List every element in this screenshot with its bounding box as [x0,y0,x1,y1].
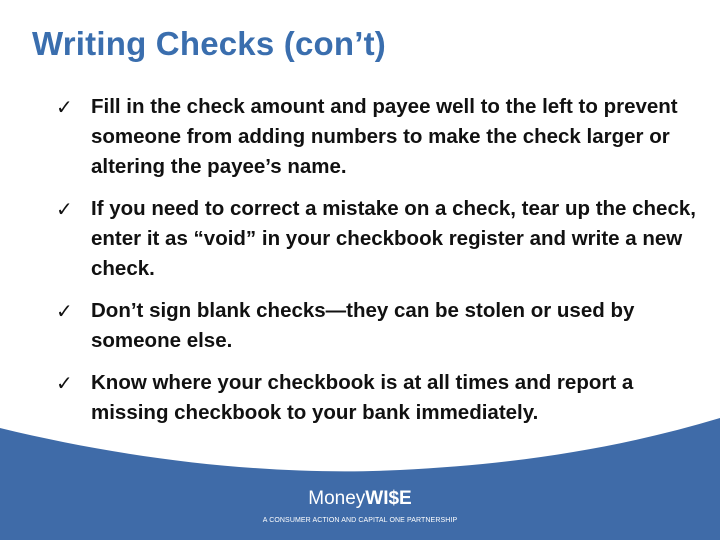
check-icon: ✓ [56,95,73,119]
brand-prefix: Money [308,488,366,509]
brand-suffix: WI$E [365,488,412,509]
slide-title: Writing Checks (con’t) [32,25,386,62]
bullet-text: Fill in the check amount and payee well to the left to prevent someone from adding numbers to make the check larger or altering the payee’s name. [91,95,678,178]
brand-logo [0,487,720,511]
bullet-text: Don’t sign blank checks—they can be stolen or used by someone else. [91,299,635,352]
check-icon: ✓ [56,197,73,221]
brand-tagline: A CONSUMER ACTION AND CAPITAL ONE PARTNERSHIP [262,517,458,524]
bullet-text: Know where your checkbook is at all times and report a missing checkbook to your bank immediately. [91,371,634,424]
bullet-list [56,92,696,440]
check-icon: ✓ [56,371,73,395]
list-item [56,296,696,356]
list-item [56,194,696,284]
bullet-text: If you need to correct a mistake on a check, tear up the check, enter it as “void” in your checkbook register and write a new check. [91,197,696,280]
list-item [56,92,696,182]
check-icon: ✓ [56,299,73,323]
